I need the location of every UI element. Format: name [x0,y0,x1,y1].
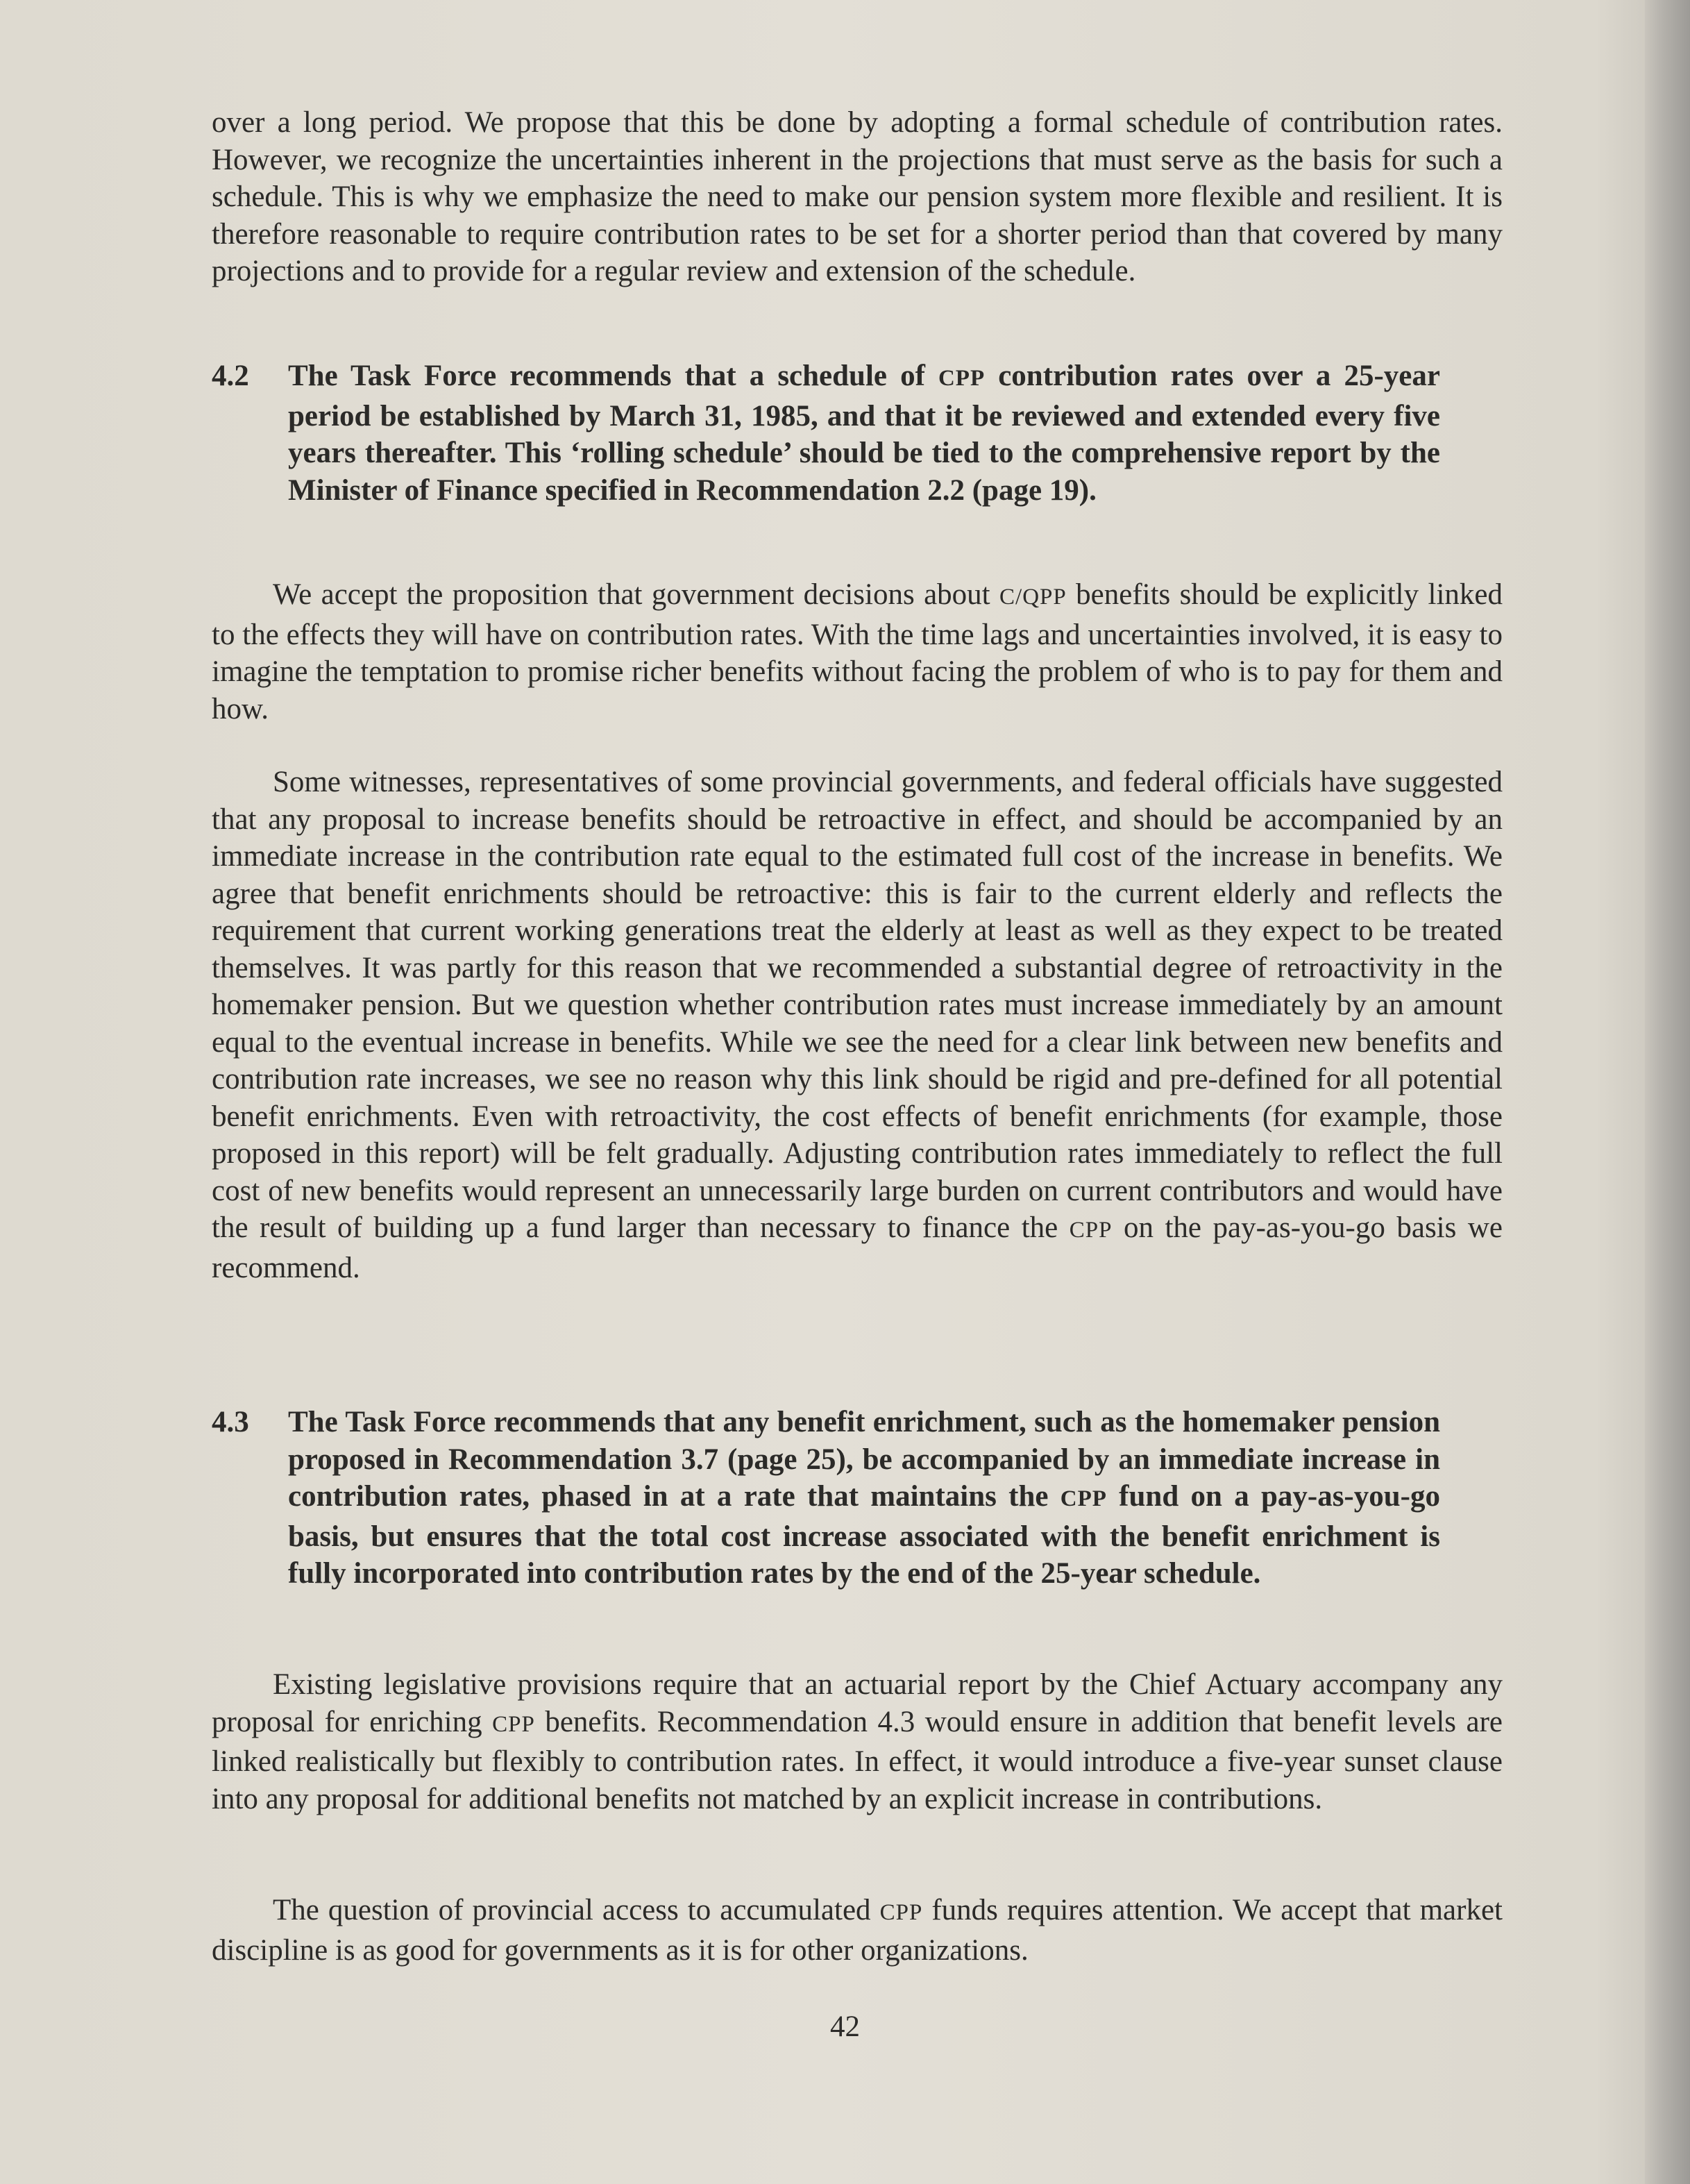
paragraph-provincial-access: The question of provincial access to accumulated CPP funds requires attention. We accept that market discipline is as good for governments as it is for other organizations. [212,1894,1503,1967]
paragraph-linkage: We accept the proposition that government decisions about C/QPP benefits should be explicitly linked to the effects they will have on contribution rates. With the time lags and uncertainties involved, it is easy to imagine the temptation to promise richer benefits without facing the problem of who is to pay for them and how. [212,578,1503,725]
paragraph-continuation: over a long period. We propose that this be done by adopting a formal schedule of contribution rates. However, we recognize the uncertainties inherent in the projections that must serve as the basis for such a schedule. This is why we emphasize the need to make our pension system more flexible and resilient. It is therefore reasonable to require contribution rates to be set for a shorter period than that covered by many projections and to provide for a regular review and extension of the schedule. [212,106,1503,287]
recommendation-text: The Task Force recommends that a schedule of CPP contribution rates over a 25-year period be established by March 31, 1985, and that it be reviewed and extended every five years thereafter. This ‘rolling schedule’ should be tied to the comprehensive report by the Minister of Finance specified in Recommendation 2.2 (page 19). [288,360,1440,507]
recommendation-text: The Task Force recommends that any benefit enrichment, such as the homemaker pension proposed in Recommendation 3.7 (page 25), be accompanied by an immediate increase in contribution rates, phased in at a rate that maintains the CPP fund on a pay-as-you-go basis, but ensures that the total cost increase associated with the benefit enrichment is fully incorporated into contribution rates by the end of the 25-year schedule. [288,1406,1440,1590]
recommendation-4-2 [212,358,1440,509]
paragraph-retroactivity: Some witnesses, representatives of some provincial governments, and federal officials have suggested that any proposal to increase benefits should be retroactive in effect, and should be accompanied by an immediate increase in the contribution rate equal to the estimated full cost of the increase in benefits. We agree that benefit enrichments should be retroactive: this is fair to the current elderly and reflects the requirement that current working generations treat the elderly at least as well as they expect to be treated themselves. It was partly for this reason that we recommended a substantial degree of retroactivity in the homemaker pension. But we question whether contribution rates must increase immediately by an amount equal to the eventual increase in benefits. While we see the need for a clear link between new benefits and contribution rate increases, we see no reason why this link should be rigid and pre-defined for all potential benefit enrichments. Even with retroactivity, the cost effects of benefit enrichments (for example, those proposed in this report) will be felt gradually. Adjusting contribution rates immediately to reflect the full cost of new benefits would represent an unnecessarily large burden on current contributors and would have the result of building up a fund larger than necessary to finance the CPP on the pay-as-you-go basis we recommend. [212,766,1503,1284]
paragraph-actuarial-report: Existing legislative provisions require that an actuarial report by the Chief Actuary accompany any proposal for enriching CPP benefits. Recommendation 4.3 would ensure in addition that benefit levels are linked realistically but flexibly to contribution rates. In effect, it would introduce a five-year sunset clause into any proposal for additional benefits not matched by an explicit increase in contributions. [212,1668,1503,1815]
book-spine-shadow [1645,0,1690,2184]
recommendation-number: 4.2 [212,360,249,392]
recommendation-4-3 [212,1404,1440,1593]
recommendation-number: 4.3 [212,1406,249,1438]
page-number: 42 [830,2010,860,2043]
